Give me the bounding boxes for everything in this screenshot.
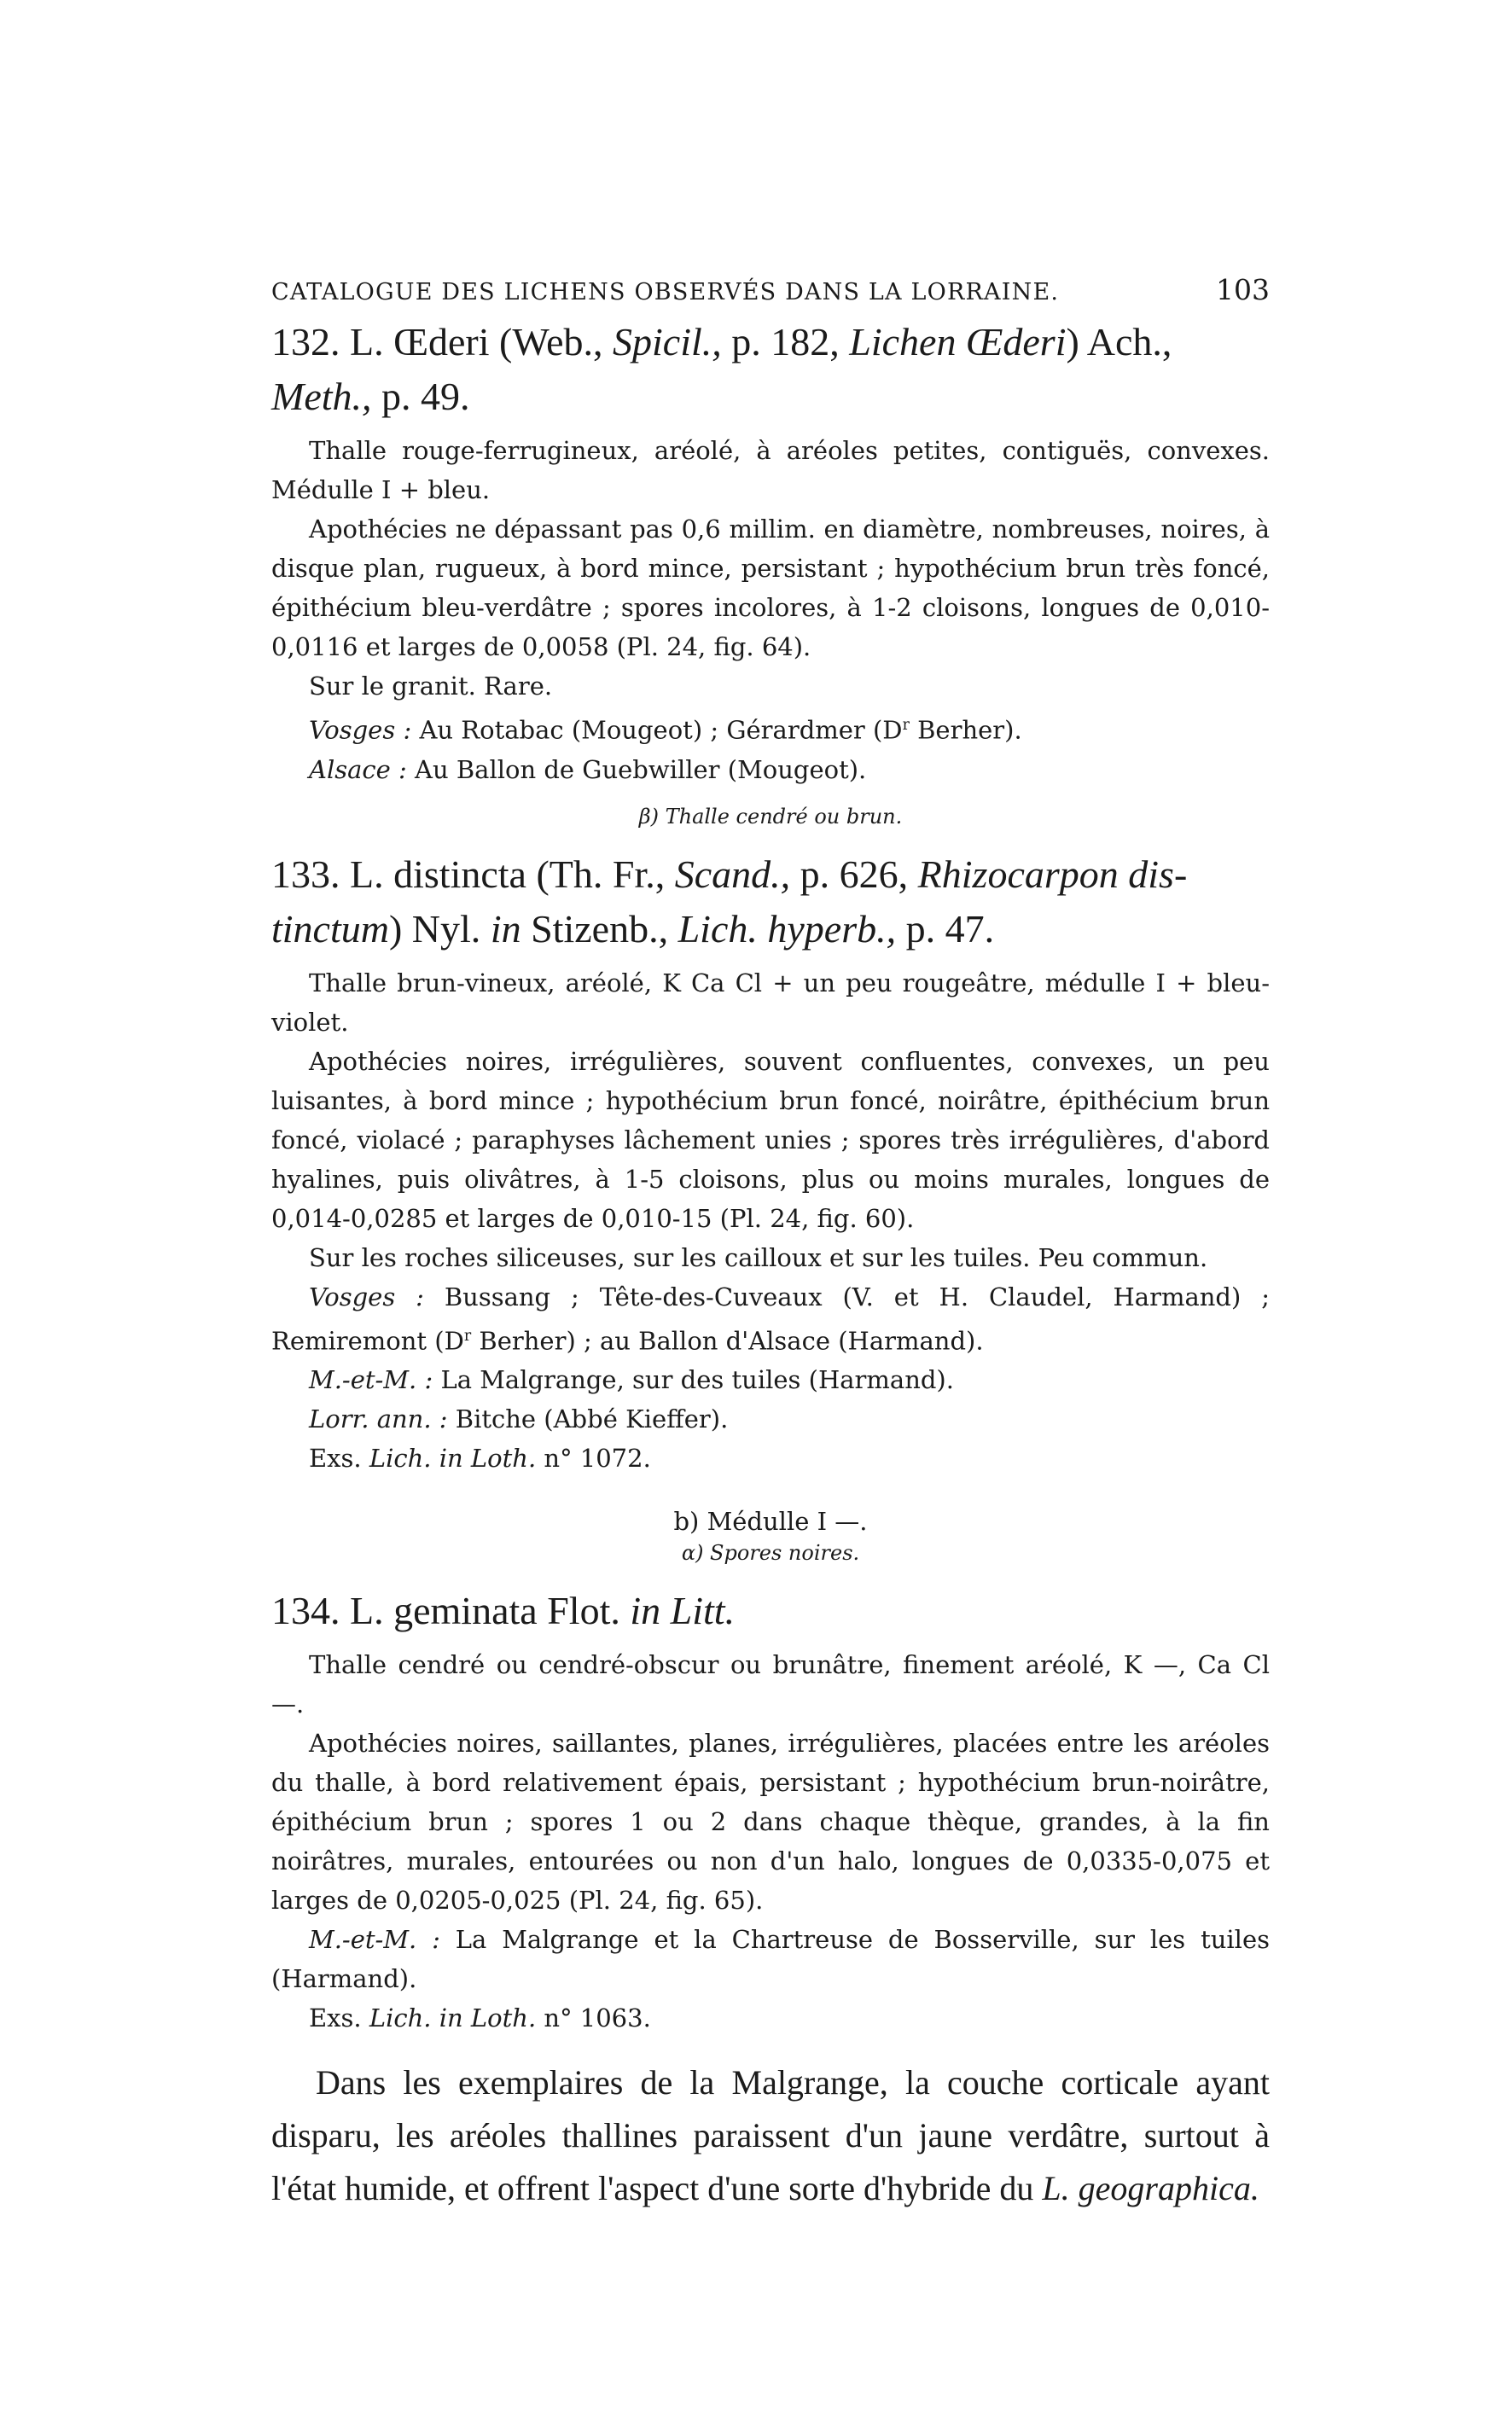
entry-134-apothecia: Apothécies noires, saillantes, planes, irrégulières, placées entre les aréoles du thalle, à bord relativement épais, persistant ; hypothécium brun-noirâtre, épithécium brun ; spores 1 ou 2 dans chaque thèque, grandes, à la fin noirâtres, murales, entourées ou non d'un halo, longues de 0,0335-0,075 et larges de 0,0205-0,025 (Pl. 24, fig. 65). xyxy=(271,1729,1270,1916)
page-number: 103 xyxy=(1216,273,1270,306)
entry-132-thallus: Thalle rouge-ferrugineux, aréolé, à aréoles petites, contiguës, convexes. Médulle I + bleu. xyxy=(271,436,1270,504)
entry-132-habitat: Sur le granit. Rare. xyxy=(309,672,553,701)
entry-133-locality-mm: M.-et-M. : La Malgrange, sur des tuiles (Harmand). xyxy=(309,1365,954,1395)
running-header xyxy=(271,273,1270,306)
entry-134 xyxy=(271,1584,1270,2038)
entry-133-locality-lorr: Lorr. ann. : Bitche (Abbé Kieffer). xyxy=(309,1404,729,1434)
section-b-heading: b) Médulle I —. xyxy=(673,1507,868,1537)
entry-133 xyxy=(271,847,1270,1479)
entry-133-thallus: Thalle brun-vineux, aréolé, K Ca Cl + un peu rougeâtre, médulle I + bleu-violet. xyxy=(271,968,1270,1037)
entry-132-apothecia: Apothécies ne dépassant pas 0,6 millim. en diamètre, nombreuses, noires, à disque plan, rugueux, à bord mince, persistant ; hypothécium brun très foncé, épithécium bleu-verdâtre ; spores incolores, à 1-2 cloisons, longues de 0,010-0,0116 et larges de 0,0058 (Pl. 24, fig. 64). xyxy=(271,515,1270,661)
entry-133-locality-vosges: Vosges : Bussang ; Tête-des-Cuveaux (V. et H. Claudel, Harmand) ; Remiremont ($D^r$ Berher) ; au Ballon d'Alsace (Harmand). xyxy=(271,1282,1270,1356)
section-beta-heading: β) Thalle cendré ou brun. xyxy=(638,804,903,829)
entry-132-heading: 132. L. Œderi (Web., Spicil., p. 182, Lichen Œderi) Ach., Meth., p. 49. xyxy=(271,320,1172,418)
entry-133-exsiccata: Exs. Lich. in Loth. n° 1072. xyxy=(309,1444,651,1474)
entry-133-heading: 133. L. distincta (Th. Fr., Scand., p. 626, Rhizocarpon dis- tinctum) Nyl. in Stizenb., Lich. hyperb., p. 47. xyxy=(271,852,1188,951)
entry-132 xyxy=(271,315,1270,789)
entry-134-thallus: Thalle cendré ou cendré-obscur ou brunâtre, finement aréolé, K —, Ca Cl —. xyxy=(271,1650,1270,1719)
header-title: CATALOGUE DES LICHENS OBSERVÉS DANS LA LORRAINE. xyxy=(271,279,1060,305)
page xyxy=(271,273,1270,2249)
entry-134-exsiccata: Exs. Lich. in Loth. n° 1063. xyxy=(309,2003,651,2033)
entry-134-heading: 134. L. geminata Flot. in Litt. xyxy=(271,1589,736,1633)
entry-134-locality-mm: M.-et-M. : La Malgrange et la Chartreuse de Bosserville, sur les tuiles (Harmand). xyxy=(271,1925,1271,1994)
section-alpha-heading: α) Spores noires. xyxy=(681,1541,860,1566)
entry-133-apothecia: Apothécies noires, irrégulières, souvent confluentes, convexes, un peu luisantes, à bord mince ; hypothécium brun foncé, noirâtre, épithécium brun foncé, violacé ; paraphyses lâchement unies ; spores très irrégulières, d'abord hyalines, puis olivâtres, à 1-5 cloisons, plus ou moins murales, longues de 0,014-0,0285 et larges de 0,010-15 (Pl. 24, fig. 60). xyxy=(271,1046,1270,1233)
entry-132-locality-alsace: Alsace : Au Ballon de Guebwiller (Mougeot). xyxy=(309,754,867,784)
entry-133-habitat: Sur les roches siliceuses, sur les cailloux et sur les tuiles. Peu commun. xyxy=(309,1242,1208,1272)
entry-132-locality-vosges: Vosges : Au Rotabac (Mougeot) ; Gérardmer ($D^r$ Berher). xyxy=(309,715,1022,745)
closing-note: Dans les exemplaires de la Malgrange, la couche corticale ayant disparu, les aréoles thallines paraissent d'un jaune verdâtre, surtout à l'état humide, et offrent l'aspect d'une sorte d'hybride du L. geographica. xyxy=(271,2063,1270,2208)
